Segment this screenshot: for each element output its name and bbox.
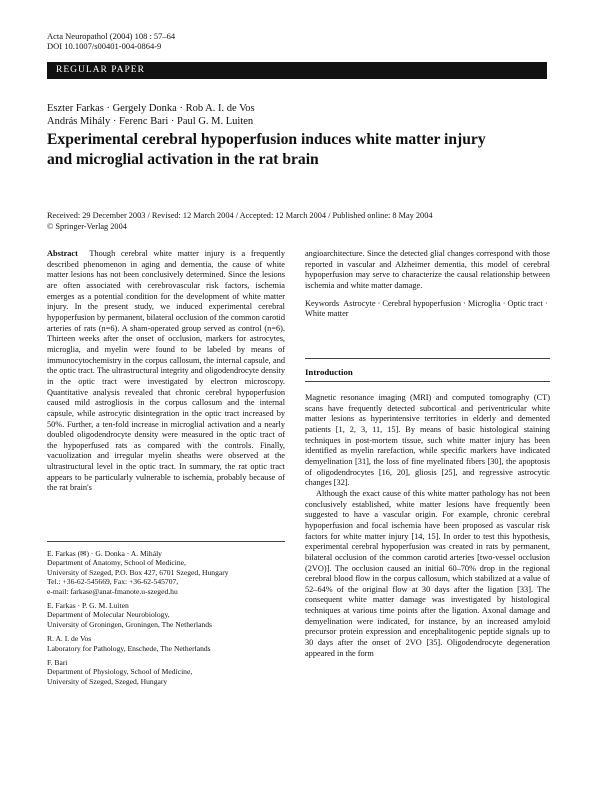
email-line: e-mail: farkase@anat-fmanote.u-szeged.hu	[47, 586, 178, 596]
keywords-label: Keywords	[305, 298, 340, 308]
section-banner	[47, 62, 547, 79]
affiliation-line: University of Szeged, Szeged, Hungary	[47, 676, 168, 686]
affiliation-line: Tel.: +36-62-545669, Fax: +36-62-545707,	[47, 577, 179, 587]
affiliation-names: E. Farkas (✉) · G. Donka · A. Mihály	[47, 549, 162, 558]
abstract-label: Abstract	[47, 249, 78, 258]
affiliation-block	[47, 601, 285, 629]
intro-paragraph: Although the exact cause of this white matter pathology has not been conclusively established, white matter lesions have frequently been suggested to have a vascular origin. For example, chronic cerebral hypoperfusion and focal ischemia have been proposed as vascular risk factors for white matter injury [14, 15]. In order to test this hypothesis, experimental cerebral hypoperfusion was created in rats by permanent, bilateral occlusion of the common carotid arteries [two-vessel occlusion (2VO)]. The occlusion caused an initial 60–70% drop in the regional cerebral blood flow in the corpus callosum, which stabilized at a value of 52–64% of the original flow at 30 days after the ligation [33]. The consequent white matter damage was investigated by histological techniques at various time points after the ligation. Axonal damage and demyelination were indicated, for instance, by an increased amyloid precursor protein expression and encephalitogenic peptide signals up to 30 days after the onset of 2VO [35]. Oligodendrocyte degeneration appeared in the form	[305, 488, 550, 658]
affiliation-line: Department of Anatomy, School of Medicine,	[47, 558, 186, 568]
affiliation-names: E. Farkas · P. G. M. Luiten	[47, 601, 129, 611]
footnote-divider	[47, 541, 285, 542]
abstract-body	[47, 249, 285, 494]
author-list	[47, 102, 547, 128]
affiliation-line: Department of Molecular Neurobiology,	[47, 610, 170, 620]
authors-line: Eszter Farkas · Gergely Donka · Rob A. I. de Vos	[47, 103, 255, 114]
affiliation-line: University of Groningen, Groningen, The Netherlands	[47, 619, 212, 629]
abstract-continuation	[305, 249, 550, 320]
affiliation-block	[47, 549, 285, 596]
affiliation-block	[47, 634, 285, 653]
dates-line: Received: 29 December 2003 / Revised: 12 March 2004 / Accepted: 12 March 2004 / Published online: 8 May 2004	[47, 211, 433, 220]
doi-line: DOI 10.1007/s00401-004-0864-9	[47, 41, 162, 51]
journal-line: Acta Neuropathol (2004) 108 : 57–64	[47, 31, 176, 41]
affiliation-line: University of Szeged, P.O. Box 427, 6701 Szeged, Hungary	[47, 567, 229, 577]
section-divider	[305, 381, 550, 382]
affiliations	[47, 549, 285, 691]
affiliation-names: F. Bari	[47, 658, 68, 668]
affiliation-names: R. A. I. de Vos	[47, 634, 92, 644]
abstract-continuation-text: angioarchitecture. Since the detected glial changes correspond with those reported in vascular and Alzheimer dementia, this model of cerebral hypoperfusion may serve to characterize the causal relationship between ischemia and white matter damage.	[305, 249, 550, 290]
authors-line: András Mihály · Ferenc Bari · Paul G. M. Luiten	[47, 116, 254, 127]
affiliation-block	[47, 658, 285, 686]
intro-paragraph: Magnetic resonance imaging (MRI) and computed tomography (CT) scans have frequently detected subcortical and periventricular white matter lesions as hyperintensive territories in elderly and demented patients [1, 2, 3, 11, 15]. By means of basic histological staining techniques in post-mortem tissue, such white matter injury has been identified as myelin rarefaction, while specific markers have indicated demyelination [31], the loss of fine myelinated fibers [30], the apoptosis of oligodendrocytes [16, 20], gliosis [25], and regressive astrocytic changes [32].	[305, 393, 550, 488]
journal-citation	[47, 31, 175, 51]
keywords-text: Astrocyte · Cerebral hypoperfusion · Microglia · Optic tract · White matter	[305, 298, 548, 319]
banner-label: REGULAR PAPER	[56, 65, 145, 75]
introduction-heading: Introduction	[305, 367, 353, 377]
copyright-line: © Springer-Verlag 2004	[47, 222, 127, 231]
affiliation-line: Department of Physiology, School of Medicine,	[47, 667, 193, 677]
abstract-text: Though cerebral white matter injury is a frequently described phenomenon in aging and dementia, the cause of white matter lesions has not been conclusively determined. Since the lesions are often associated with cerebrovascular risk factors, ischemia emerges as a potential condition for the development of white matter injury. In the present study, we induced experimental cerebral hypoperfusion by permanent, bilateral occlusion of the common carotid arteries of rats (n=6). A sham-operated group served as control (n=6). Thirteen weeks after the onset of occlusion, markers for astrocytes, microglia, and myelin were found to be labeled by means of immunocytochemistry in the corpus callosum, the internal capsule, and the optic tract. The ultrastructural integrity and oligodendrocyte density in the optic tract were investigated by electron microscopy. Quantitative analysis revealed that chronic cerebral hypoperfusion caused mild astrogliosis in the corpus callosum and the internal capsule, while astrocytic disintegration in the optic tract increased by 50%. Further, a ten-fold increase in microglial activation and a nearly doubled oligodendrocyte density were measured in the optic tract of the hypoperfused rats as compared with the controls. Finally, vacuolization and irregular myelin sheaths were observed at the ultrastructural level in the optic tract. In summary, the rat optic tract appears to be particularly vulnerable to ischemia, probably because of the rat brain's	[47, 249, 286, 493]
section-divider	[305, 358, 550, 359]
title-line: Experimental cerebral hypoperfusion induces white matter injury	[47, 131, 486, 148]
article-title	[47, 130, 567, 170]
publication-dates	[47, 210, 567, 232]
affiliation-line: Laboratory for Pathology, Enschede, The Netherlands	[47, 643, 211, 653]
introduction-body	[305, 393, 550, 659]
title-line: and microglial activation in the rat brain	[47, 151, 319, 168]
